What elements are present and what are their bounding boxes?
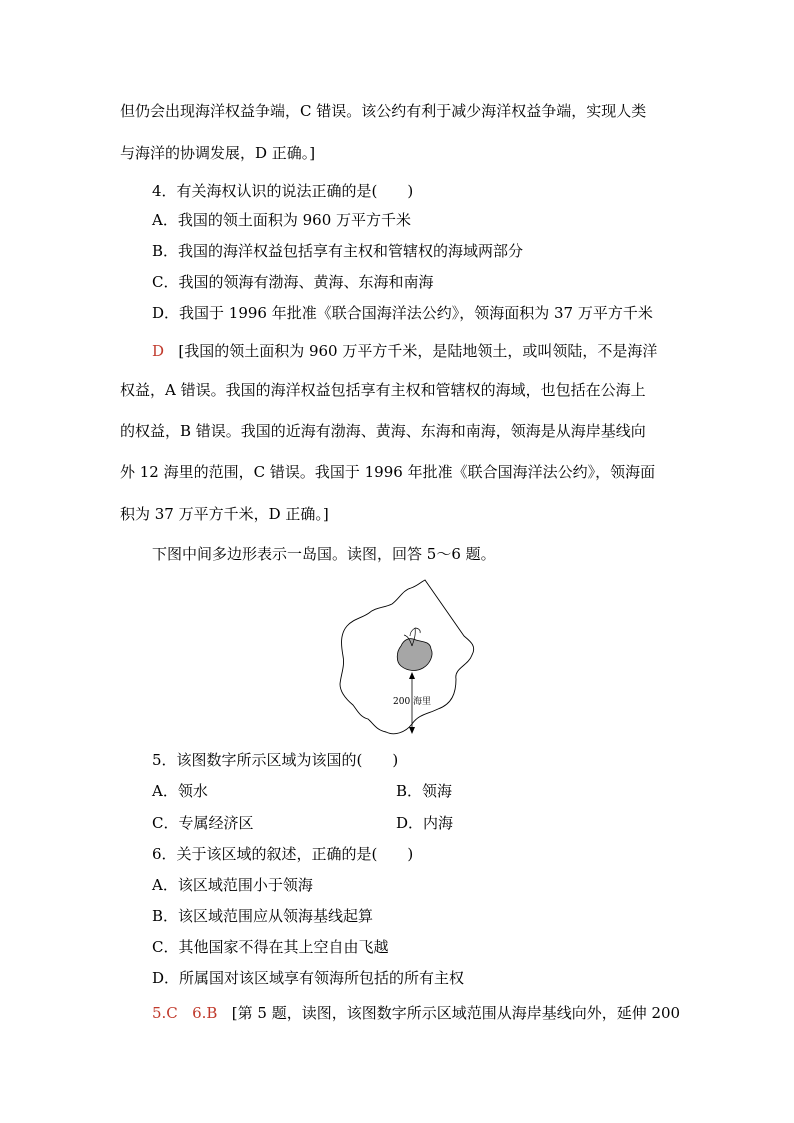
- question-5-stem: 5．该图数字所示区域为该国的( ): [152, 751, 399, 769]
- option-c: C．其他国家不得在其上空自由飞越: [152, 938, 389, 956]
- explanation-text: [第 5 题，读图，该图数字所示区域范围从海岸基线向外，延伸 200: [231, 1004, 681, 1022]
- option-a: A．领水: [152, 782, 208, 800]
- answer-key-6: 6.B: [192, 1004, 218, 1022]
- answer-key: D: [152, 342, 165, 360]
- question-6-stem: 6．关于该区域的叙述，正确的是( ): [152, 845, 414, 863]
- option-b: B．我国的海洋权益包括享有主权和管辖权的海域两部分: [152, 242, 524, 260]
- distance-label: 200 海里: [393, 697, 432, 707]
- text-line: 但仍会出现海洋权益争端，C 错误。该公约有利于减少海洋权益争端，实现人类: [120, 102, 647, 120]
- explanation-line: 外 12 海里的范围，C 错误。我国于 1996 年批准《联合国海洋法公约》，领海面: [120, 463, 656, 481]
- option-a: A．我国的领土面积为 960 万平方千米: [152, 211, 412, 229]
- explanation-line: [152, 341, 657, 361]
- option-b: B．该区域范围应从领海基线起算: [152, 907, 374, 925]
- arrow-head-up: [409, 672, 415, 679]
- explanation-text: [我国的领土面积为 960 万平方千米，是陆地领土，或叫领陆，不是海洋: [178, 342, 658, 360]
- option-c: C．专属经济区: [152, 814, 254, 832]
- figure-intro: 下图中间多边形表示一岛国。读图，回答 5～6 题。: [152, 545, 496, 563]
- arrow-head-down: [409, 727, 415, 734]
- option-d: D．我国于 1996 年批准《联合国海洋法公约》，领海面积为 37 万平方千米: [152, 304, 653, 322]
- answers-line: [152, 1003, 680, 1023]
- answer-key-5: 5.C: [152, 1004, 178, 1022]
- text-line: 与海洋的协调发展，D 正确。]: [120, 144, 316, 162]
- explanation-line: 权益，A 错误。我国的海洋权益包括享有主权和管辖权的海域，也包括在公海上: [120, 381, 646, 399]
- island-map-figure: [338, 578, 478, 738]
- option-d: D．内海: [396, 814, 454, 832]
- option-b: B．领海: [396, 782, 453, 800]
- option-c: C．我国的领海有渤海、黄海、东海和南海: [152, 273, 434, 291]
- question-4-stem: 4．有关海权认识的说法正确的是( ): [152, 182, 414, 200]
- option-d: D．所属国对该区域享有领海所包括的所有主权: [152, 969, 465, 987]
- explanation-line: 积为 37 万平方千米，D 正确。]: [120, 505, 329, 523]
- option-a: A．该区域范围小于领海: [152, 876, 313, 894]
- island-polygon: [397, 639, 432, 671]
- explanation-line: 的权益，B 错误。我国的近海有渤海、黄海、东海和南海，领海是从海岸基线向: [120, 422, 646, 440]
